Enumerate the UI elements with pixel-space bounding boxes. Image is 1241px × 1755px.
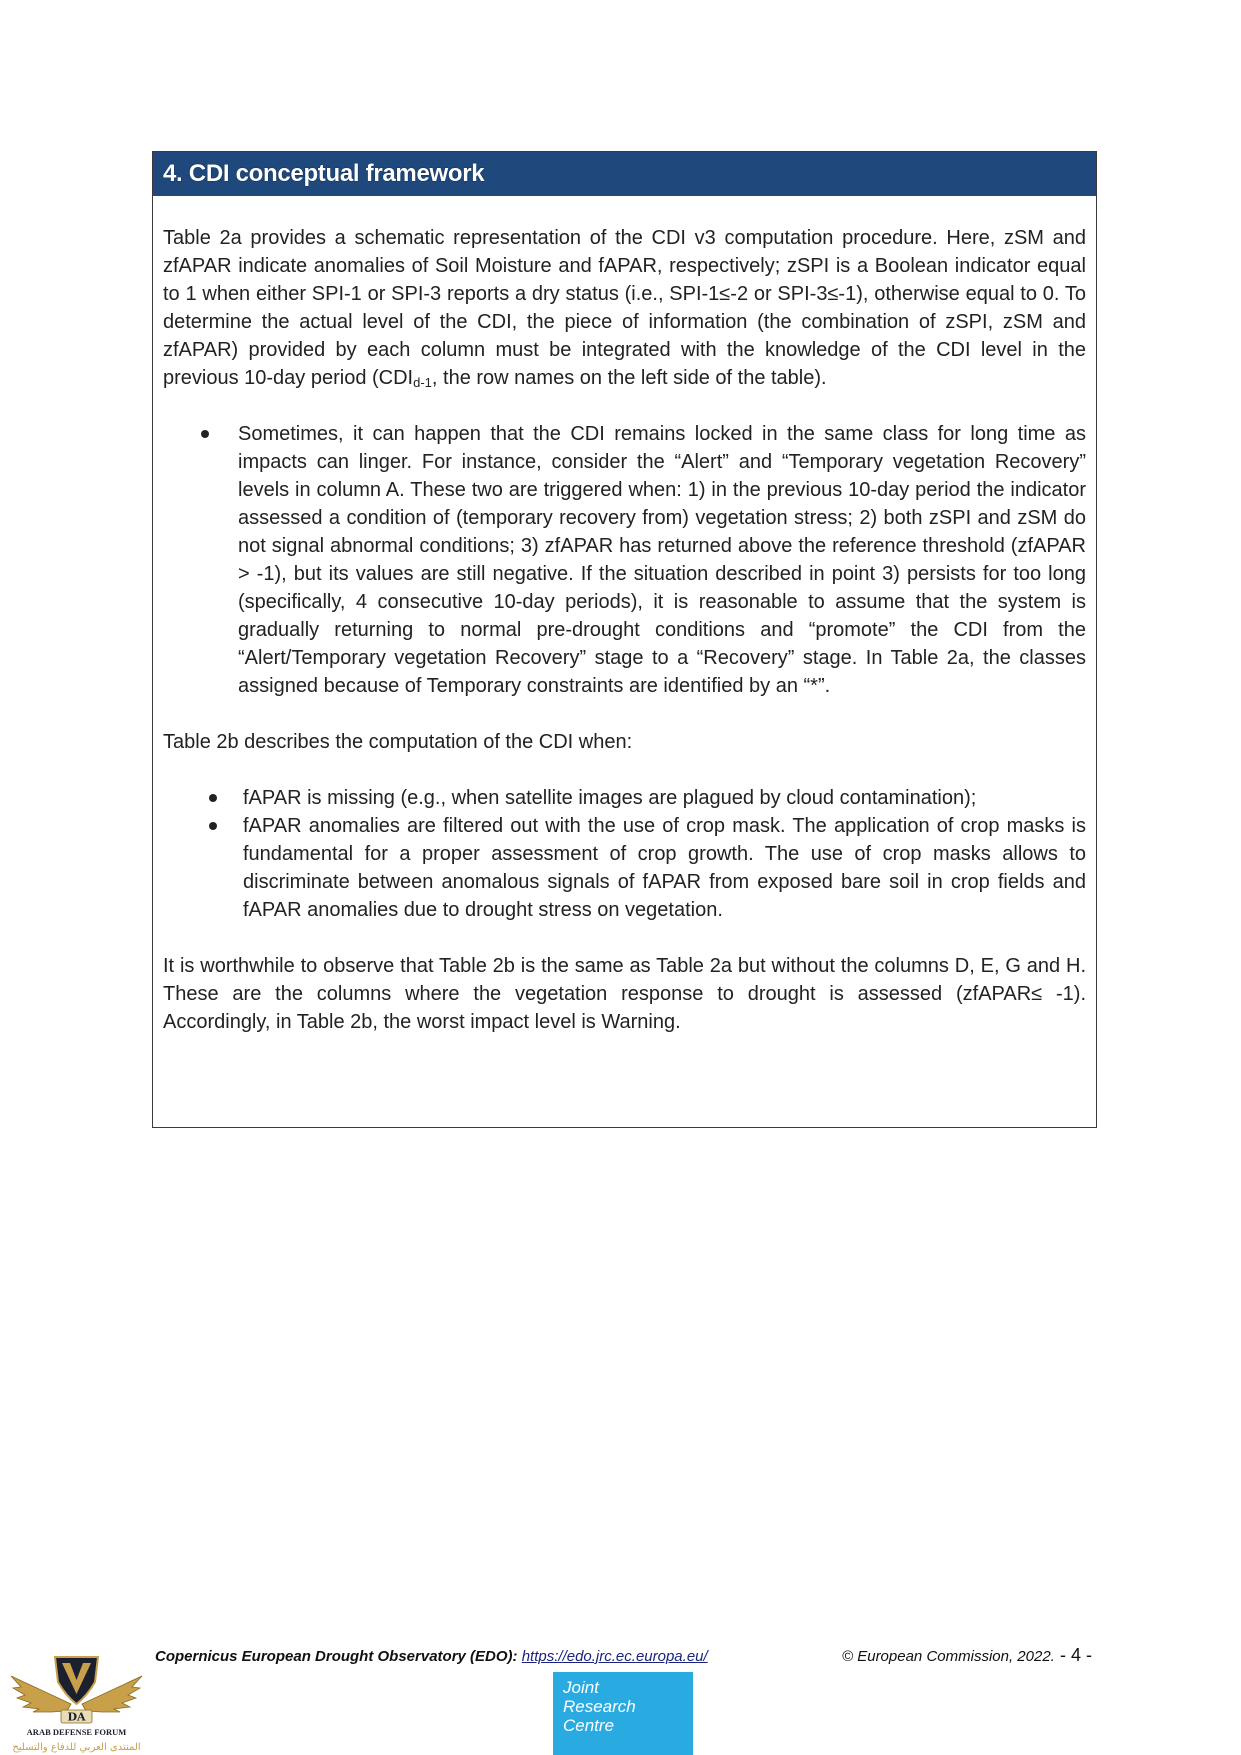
list-item-text: fAPAR is missing (e.g., when satellite images are plagued by cloud contamination);	[243, 787, 977, 809]
bullet-icon	[201, 430, 209, 438]
list-item	[163, 420, 1086, 700]
bullet-list-table-2b-cases	[163, 784, 1086, 924]
footer-edo-link[interactable]: https://edo.jrc.ec.europa.eu/	[521, 1648, 708, 1665]
jrc-logo-line: Joint	[563, 1678, 599, 1697]
forum-logo-graphic	[9, 1654, 144, 1754]
section-title: 4. CDI conceptual framework	[163, 160, 485, 187]
section-body	[153, 196, 1096, 1076]
list-item-text: fAPAR anomalies are filtered out with the use of crop mask. The application of crop masks is fundamental for a proper assessment of crop growth. The use of crop masks allows to discriminate between anomalous signals of fAPAR from exposed bare soil in crop fields and fAPAR anomalies due to drought stress on vegetation.	[243, 815, 1086, 921]
bullet-list-temporary-constraints	[163, 420, 1086, 700]
footer-source	[155, 1648, 708, 1665]
section-box	[152, 151, 1097, 1128]
paragraph-text-end: , the row names on the left side of the table).	[431, 367, 827, 389]
paragraph-table-2a	[163, 224, 1086, 392]
paragraph-text: Table 2a provides a schematic representation of the CDI v3 computation procedure. Here, zSM and zfAPAR indicate anomalies of Soil Moisture and fAPAR, respectively; zSPI is a Boolean indicator equal to 1 when either SPI-1 or SPI-3 reports a dry status (i.e., SPI-1≤-2 or SPI-3≤-1), otherwise equal to 0. To determine the actual level of the CDI, the piece of information (the combination of zSPI, zSM and zfAPAR) provided by each column must be integrated with the knowledge of the CDI level in the previous 10-day period (CDI	[163, 227, 1086, 389]
paragraph-table-2b-intro: Table 2b describes the computation of the CDI when:	[163, 731, 633, 753]
jrc-logo	[553, 1672, 693, 1755]
paragraph-table-2b-summary: It is worthwhile to observe that Table 2b is the same as Table 2a but without the columns D, E, G and H. These are the columns where the vegetation response to drought is assessed (zfAPAR≤ -1). Accordingly, in Table 2b, the worst impact level is Warning.	[163, 955, 1086, 1033]
jrc-logo-line: Research	[563, 1697, 636, 1716]
list-item	[163, 812, 1086, 924]
footer-observatory-label: Copernicus European Drought Observatory (EDO):	[155, 1648, 518, 1665]
list-item	[163, 784, 1086, 812]
logo-name: ARAB DEFENSE FORUM	[26, 1727, 127, 1737]
footer-copyright: © European Commission, 2022.	[842, 1648, 1055, 1665]
section-header-bar	[153, 152, 1096, 196]
jrc-logo-line: Centre	[563, 1716, 615, 1735]
page-number: - 4 -	[1060, 1645, 1093, 1665]
bullet-icon	[209, 822, 217, 830]
list-item-text: Sometimes, it can happen that the CDI remains locked in the same class for long time as impacts can linger. For instance, consider the “Alert” and “Temporary vegetation Recovery” levels in column A. These two are triggered when: 1) in the previous 10-day period the indicator assessed a condition of (temporary recovery from) vegetation stress; 2) both zSPI and zSM do not signal abnormal conditions; 3) zfAPAR has returned above the reference threshold (zfAPAR > -1), but its values are still negative. If the situation described in point 3) persists for too long (specifically, 4 consecutive 10-day periods), it is reasonable to assume that the system is gradually returning to normal pre-drought conditions and “promote” the CDI from the “Alert/Temporary vegetation Recovery” stage to a “Recovery” stage. In Table 2a, the classes assigned because of Temporary constraints are identified by an “*”.	[238, 423, 1086, 697]
logo-monogram: DA	[67, 1710, 86, 1724]
bullet-icon	[209, 794, 217, 802]
arab-defense-forum-logo	[9, 1654, 144, 1754]
cdi-subscript: d-1	[413, 375, 432, 390]
logo-arabic-name: المنتدى العربي للدفاع والتسليح	[12, 1742, 141, 1753]
